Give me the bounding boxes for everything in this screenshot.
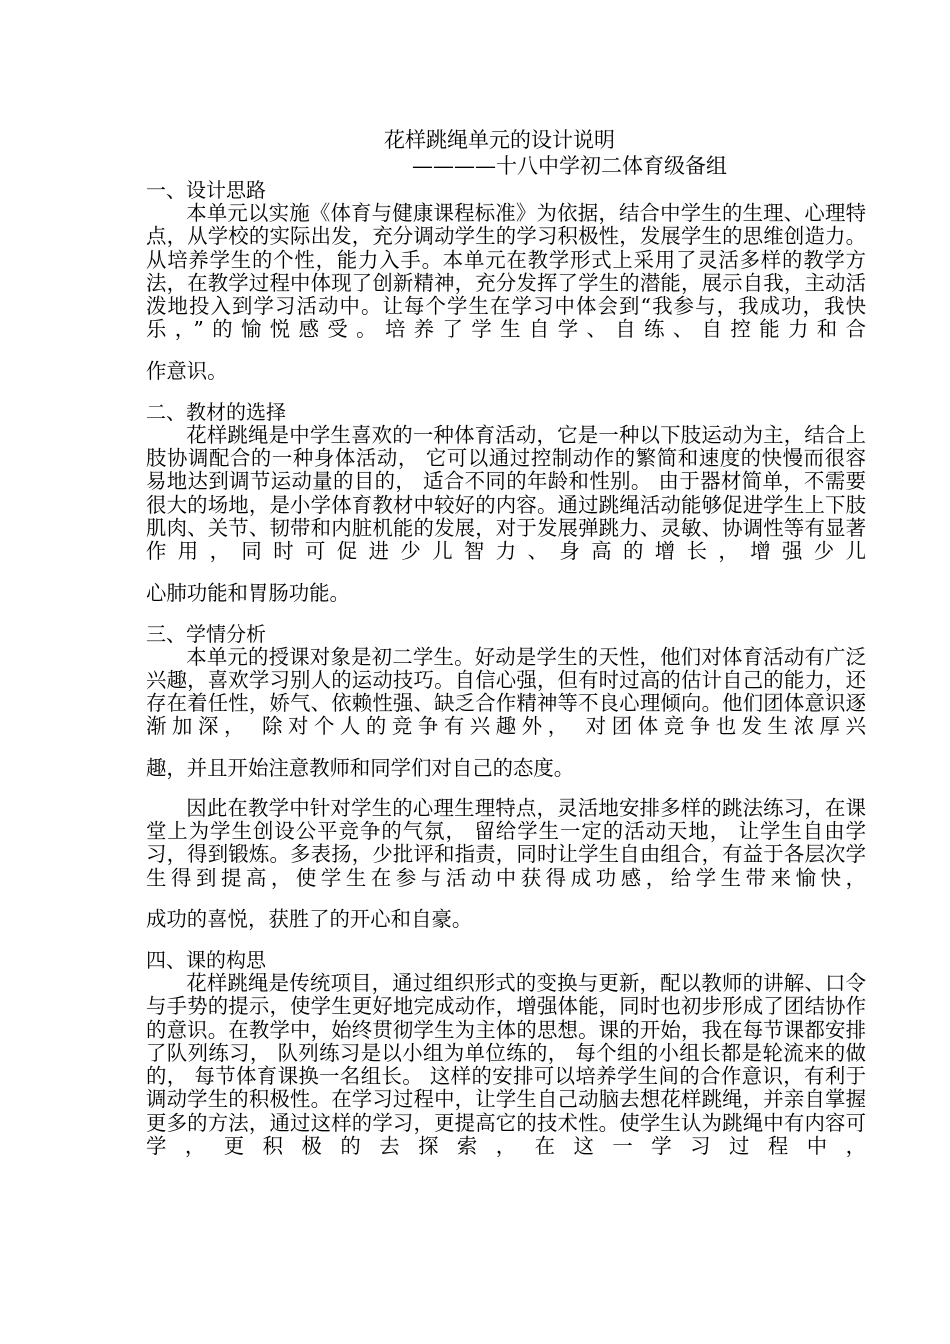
paragraph: [146, 972, 866, 1158]
paragraph-text: 本单元以实施《体育与健康课程标准》为依据，结合中学生的生理、心理特点，从学校的实际出发，充分调动学生的学习积极性，发展学生的思维创造力。从培养学生的个性，能力入手。本单元在教学形式上采用了灵活多样的教学方法，在教学过程中体现了创新精神，充分发挥了学生的潜能，展示自我，主动活泼地投入到学习活动中。让每个学生在学习中体会到“我参与，我成功，我快乐，”的愉悦感受。培养了学生自学、自练、自控能力和合: [146, 201, 866, 342]
paragraph: [146, 424, 866, 564]
paragraph-last-line: 作意识。: [146, 358, 228, 383]
paragraph-text: 花样跳绳是传统项目，通过组织形式的变换与更新，配以教师的讲解、口令与手势的提示，使学生更好地完成动作，增强体能，同时也初步形成了团结协作的意识。在教学中，始终贯彻学生为主体的思想。课的开始，我在每节课都安排了队列练习， 队列练习是以小组为单位练的， 每个组的小组长都是轮流来的做的， 每节体育课换一名组长。 这样的安排可以培养学生间的合作意识，有利于调动学生的积极性。在学习过程中，让学生自己动脑去想花样跳绳，并亲自掌握更多的方法，通过这样的学习，更提高它的技术性。使学生认为跳绳中有内容可学，更积极的去探索，在这一学习过程中，: [146, 970, 866, 1159]
section-heading: 三、学情分析: [146, 621, 266, 646]
paragraph: [146, 797, 866, 890]
document-title: 花样跳绳单元的设计说明: [384, 128, 615, 152]
paragraph-text: 本单元的授课对象是初二学生。好动是学生的天性，他们对体育活动有广泛兴趣，喜欢学习别人的运动技巧。自信心强，但有时过高的估计自己的能力，还存在着任性，娇气、依赖性强、缺乏合作精神等不良心理倾向。他们团体意识逐渐加深， 除对个人的竞争有兴趣外， 对团体竞争也发生浓厚兴: [146, 644, 866, 739]
paragraph-last-line: 成功的喜悦，获胜了的开心和自豪。: [146, 906, 473, 931]
paragraph-last-line: 趣，并且开始注意教师和同学们对自己的态度。: [146, 755, 575, 780]
section-heading: 四、课的构思: [146, 947, 266, 972]
paragraph: [146, 202, 866, 342]
paragraph-last-line: 心肺功能和胃肠功能。: [146, 580, 350, 605]
document-subtitle: ————十八中学初二体育级备组: [412, 154, 727, 178]
section-heading: 一、设计思路: [146, 178, 266, 202]
paragraph: [146, 646, 866, 739]
section-heading: 二、教材的选择: [146, 399, 286, 424]
document-body: [146, 178, 866, 1158]
paragraph-text: 因此在教学中针对学生的心理生理特点，灵活地安排多样的跳法练习，在课堂上为学生创设公平竞争的气氛， 留给学生一定的活动天地， 让学生自由学习，得到锻炼。多表扬，少批评和指责，同时让学生自由组合，有益于各层次学生得到提高，使学生在参与活动中获得成功感，给学生带来愉快，: [146, 795, 866, 890]
paragraph-text: 花样跳绳是中学生喜欢的一种体育活动，它是一种以下肢运动为主，结合上肢协调配合的一种身体活动， 它可以通过控制动作的繁简和速度的快慢而很容易地达到调节运动量的目的， 适合不同的年龄和性别。 由于器材简单，不需要很大的场地，是小学体育教材中较好的内容。通过跳绳活动能够促进学生上下肢肌肉、关节、韧带和内脏机能的发展，对于发展弹跳力、灵敏、协调性等有显著作用，同时可促进少儿智力、身高的增长，增强少儿: [146, 422, 866, 564]
